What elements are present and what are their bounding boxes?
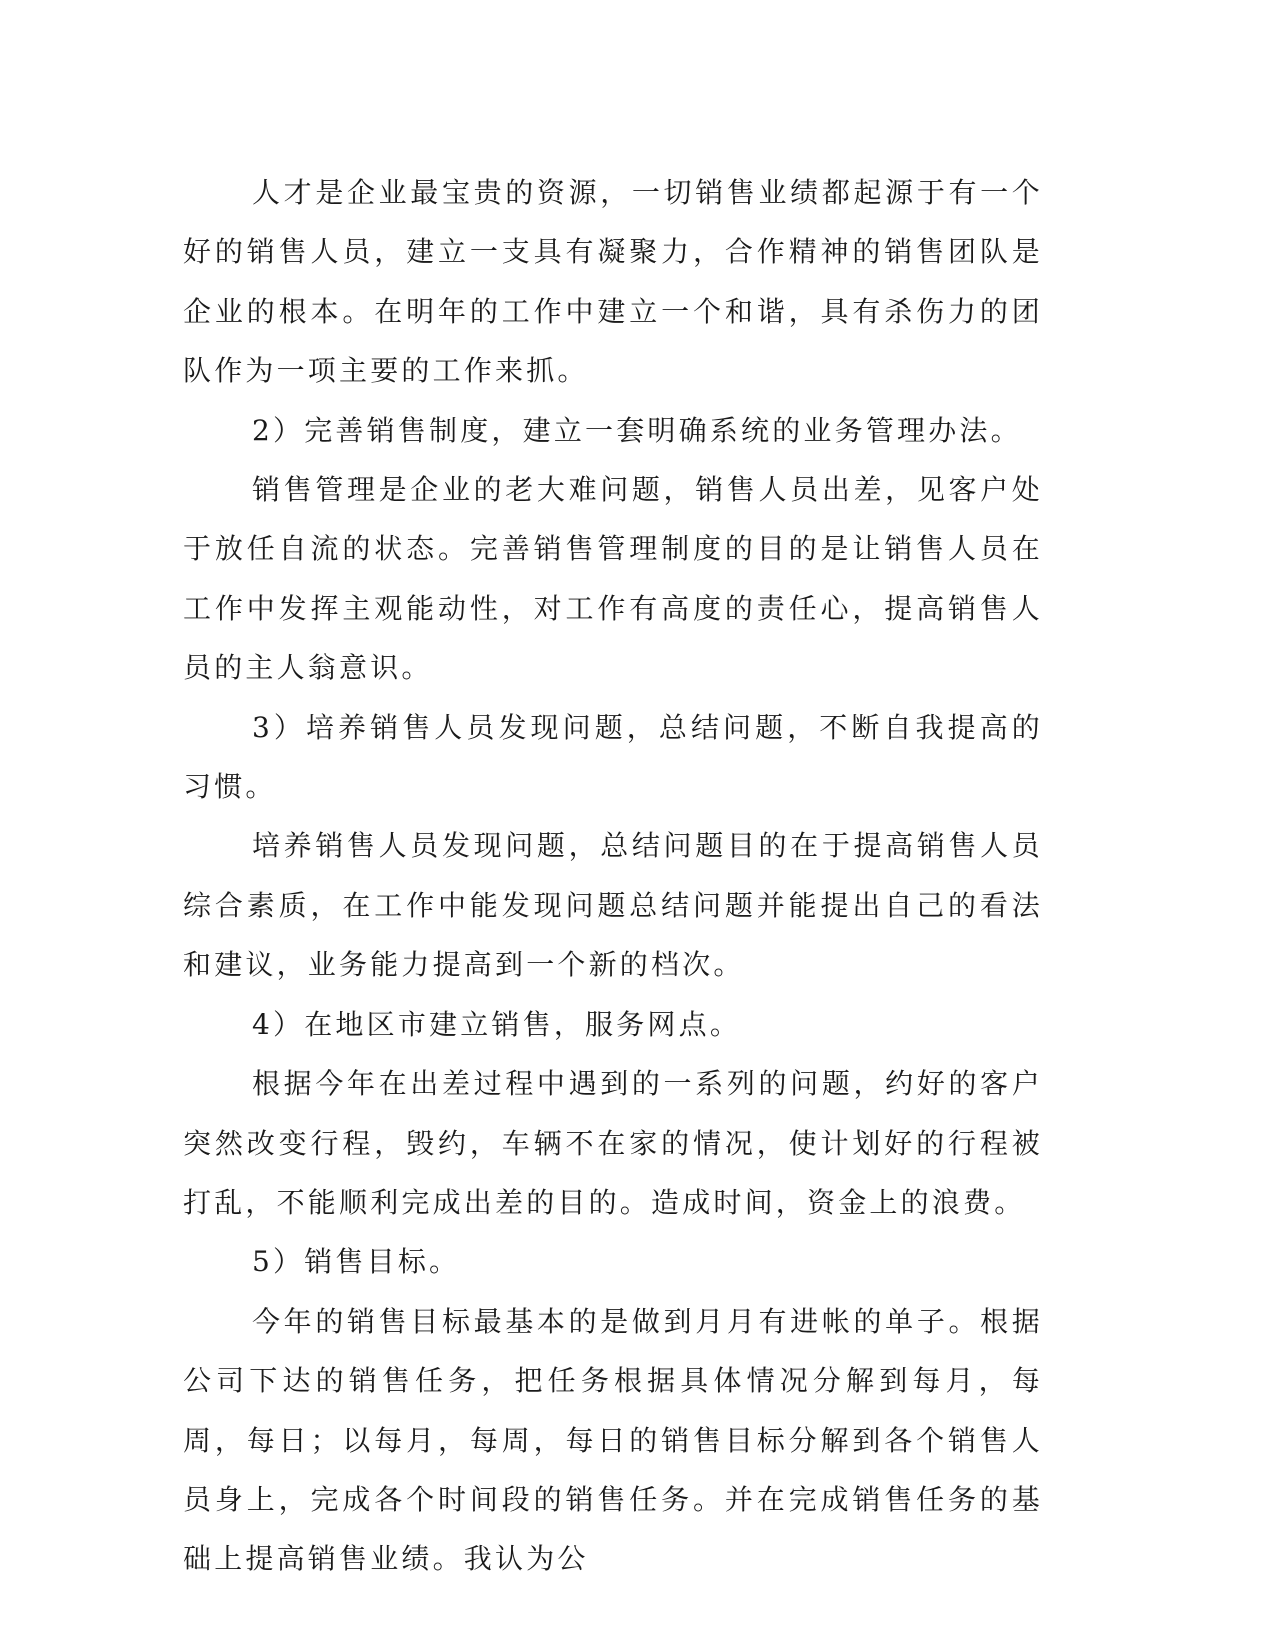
paragraph-service-network: 根据今年在出差过程中遇到的一系列的问题，约好的客户突然改变行程，毁约，车辆不在家的情况，使计划好的行程被打乱，不能顺利完成出差的目的。造成时间，资金上的浪费。 <box>183 1067 1043 1219</box>
paragraph-problem-solving: 培养销售人员发现问题，总结问题目的在于提高销售人员综合素质，在工作中能发现问题总结问题并能提出自己的看法和建议，业务能力提高到一个新的档次。 <box>183 829 1043 982</box>
heading-sales-system: 2）完善销售制度，建立一套明确系统的业务管理办法。 <box>252 413 1022 447</box>
paragraph-talent: 人才是企业最宝贵的资源，一切销售业绩都起源于有一个好的销售人员，建立一支具有凝聚力，合作精神的销售团队是企业的根本。在明年的工作中建立一个和谐，具有杀伤力的团队作为一项主要的工作来抓。 <box>183 176 1043 388</box>
heading-service-network: 4）在地区市建立销售，服务网点。 <box>252 1007 742 1041</box>
heading-problem-solving: 3）培养销售人员发现问题，总结问题，不断自我提高的习惯。 <box>183 710 1043 804</box>
paragraph-sales-management: 销售管理是企业的老大难问题，销售人员出差，见客户处于放任自流的状态。完善销售管理制度的目的是让销售人员在工作中发挥主观能动性，对工作有高度的责任心，提高销售人员的主人翁意识。 <box>183 473 1043 685</box>
body-text <box>183 163 1043 1589</box>
heading-sales-target: 5）销售目标。 <box>252 1245 461 1279</box>
paragraph-sales-target: 今年的销售目标最基本的是做到月月有进帐的单子。根据公司下达的销售任务，把任务根据具体情况分解到每月，每周，每日；以每月，每周，每日的销售目标分解到各个销售人员身上，完成各个时间段的销售任务。并在完成销售任务的基础上提高销售业绩。我认为公 <box>183 1304 1043 1576</box>
